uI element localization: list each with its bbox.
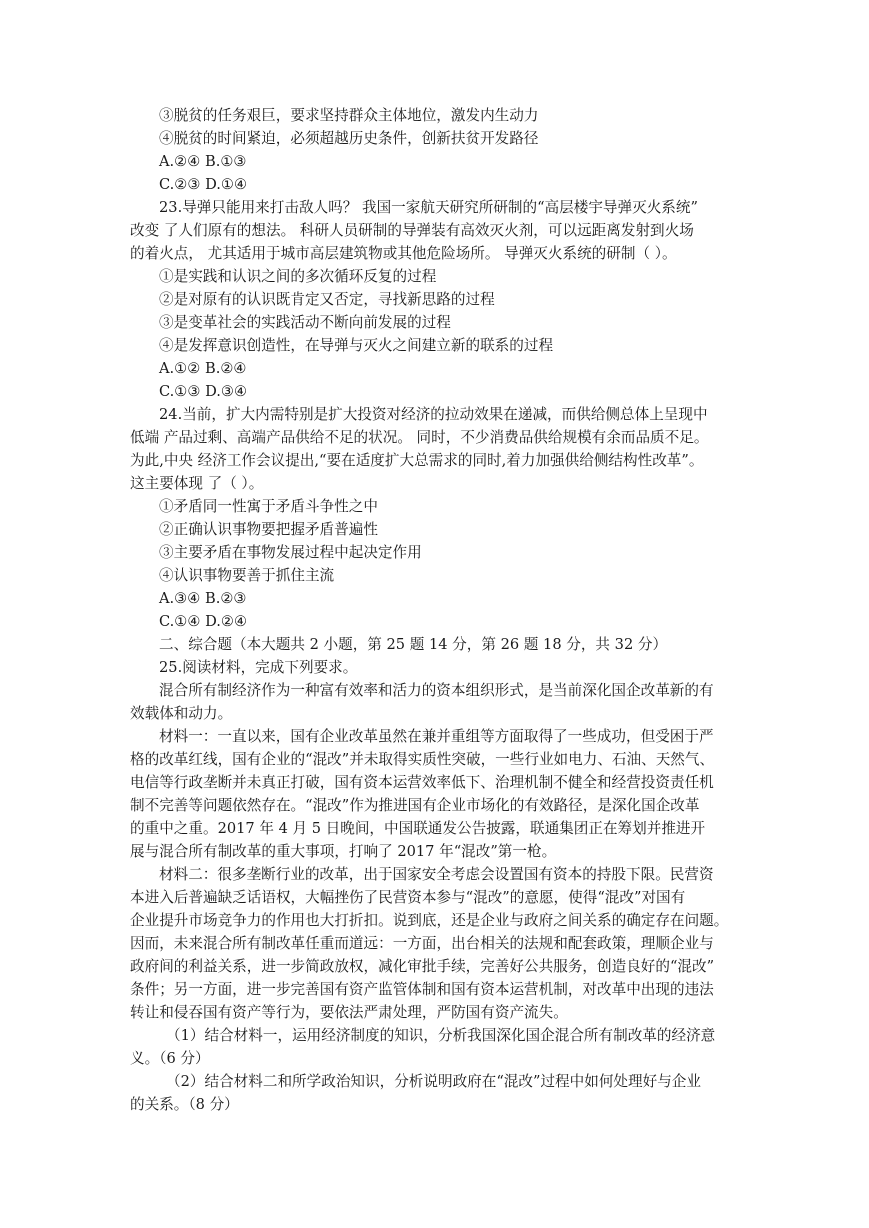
material-two-line: 材料二：很多垄断行业的改革，出于国家安全考虑会设置国有资本的持股下限。民营资 [159, 866, 714, 883]
option-line: ①是实践和认识之间的多次循环反复的过程 [159, 268, 437, 285]
material-one-line: 的重中之重。2017 年 4 月 5 日晚间，中国联通发公告披露，联通集团正在筹划并推进开 [130, 820, 706, 837]
option-line: ③脱贫的任务艰巨，要求坚持群众主体地位，激发内生动力 [159, 107, 539, 124]
option-line: ④认识事物要善于抓住主流 [159, 567, 335, 584]
material-two-line: 因而，未来混合所有制改革任重而道远：一方面，出台相关的法规和配套政策，理顺企业与 [130, 935, 714, 952]
material-one-line: 制不完善等问题依然存在。“混改”作为推进国有企业市场化的有效路径，是深化国企改革 [130, 797, 700, 814]
answer-choices: C.①③ D.③④ [159, 383, 248, 400]
material-one-line: 电信等行政垄断并未真正打破，国有资本运营效率低下、治理机制不健全和经营投资责任机 [130, 774, 714, 791]
question-24-stem: 低端 产品过剩、高端产品供给不足的状况。 同时，不少消费品供给规模有余而品质不足。 [130, 429, 709, 446]
sub-question-1: （1）结合材料一，运用经济制度的知识，分析我国深化国企混合所有制改革的经济意 [166, 1027, 716, 1044]
answer-choices: A.②④ B.①③ [159, 153, 247, 170]
material-one-line: 展与混合所有制改革的重大事项，打响了 2017 年“混改”第一枪。 [130, 843, 557, 860]
option-line: ②是对原有的认识既肯定又否定，寻找新思路的过程 [159, 291, 495, 308]
answer-choices: A.①② B.②④ [159, 360, 247, 377]
answer-choices: C.①④ D.②④ [159, 613, 248, 630]
answer-choices: A.③④ B.②③ [159, 590, 247, 607]
question-25-prompt: 25.阅读材料，完成下列要求。 [159, 659, 358, 676]
material-one-line: 材料一：一直以来，国有企业改革虽然在兼并重组等方面取得了一些成功，但受困于严 [159, 728, 714, 745]
option-line: ③主要矛盾在事物发展过程中起决定作用 [159, 544, 422, 561]
question-24-stem: 24.当前，扩大内需特别是扩大投资对经济的拉动效果在递减，而供给侧总体上呈现中 [159, 406, 708, 423]
material-two-line: 政府间的利益关系，进一步简政放权，减化审批手续，完善好公共服务，创造良好的“混改” [130, 958, 715, 975]
option-line: ④脱贫的时间紧迫，必须超越历史条件，创新扶贫开发路径 [159, 130, 539, 147]
option-line: ③是变革社会的实践活动不断向前发展的过程 [159, 314, 451, 331]
option-line: ④是发挥意识创造性，在导弹与灭火之间建立新的联系的过程 [159, 337, 554, 354]
paragraph-line: 效载体和动力。 [130, 705, 233, 722]
material-two-line: 条件；另一方面，进一步完善国有资产监管体制和国有资本运营机制，对改革中出现的违法 [130, 981, 714, 998]
option-line: ②正确认识事物要把握矛盾普遍性 [159, 521, 378, 538]
material-two-line: 转让和侵吞国有资产等行为，要依法严肃处理，严防国有资产流失。 [130, 1004, 568, 1021]
material-two-line: 本进入后普遍缺乏话语权，大幅挫伤了民营资本参与“混改”的意愿，使得“混改”对国有 [130, 889, 686, 906]
question-23-stem: 改变 了人们原有的想法。 科研人员研制的导弹装有高效灭火剂，可以远距离发射到火场 [130, 222, 694, 239]
question-23-stem: 的着火点， 尤其适用于城市高层建筑物或其他危险场所。 导弹灭火系统的研制（ ）。 [130, 245, 677, 262]
sub-question-2: （2）结合材料二和所学政治知识，分析说明政府在“混改”过程中如何处理好与企业 [166, 1073, 701, 1090]
section-heading: 二、综合题（本大题共 2 小题，第 25 题 14 分，第 26 题 18 分，共 32 分） [159, 636, 668, 653]
material-two-line: 企业提升市场竞争力的作用也大打折扣。说到底，还是企业与政府之间关系的确定存在问题。 [130, 912, 729, 929]
sub-question-2: 的关系。（8 分） [130, 1096, 239, 1113]
option-line: ①矛盾同一性寓于矛盾斗争性之中 [159, 498, 378, 515]
question-23-stem: 23.导弹只能用来打击敌人吗？ 我国一家航天研究所研制的“高层楼宇导弹灭火系统” [159, 199, 698, 216]
answer-choices: C.②③ D.①④ [159, 176, 248, 193]
sub-question-1: 义。（6 分） [130, 1050, 210, 1067]
paragraph-line: 混合所有制经济作为一种富有效率和活力的资本组织形式，是当前深化国企改革新的有 [159, 682, 714, 699]
material-one-line: 格的改革红线，国有企业的“混改”并未取得实质性突破，一些行业如电力、石油、天然气、 [130, 751, 715, 768]
question-24-stem: 为此,中央 经济工作会议提出,“要在适度扩大总需求的同时,着力加强供给侧结构性改革”。 [130, 452, 704, 469]
question-24-stem: 这主要体现 了（ ）。 [130, 475, 264, 492]
